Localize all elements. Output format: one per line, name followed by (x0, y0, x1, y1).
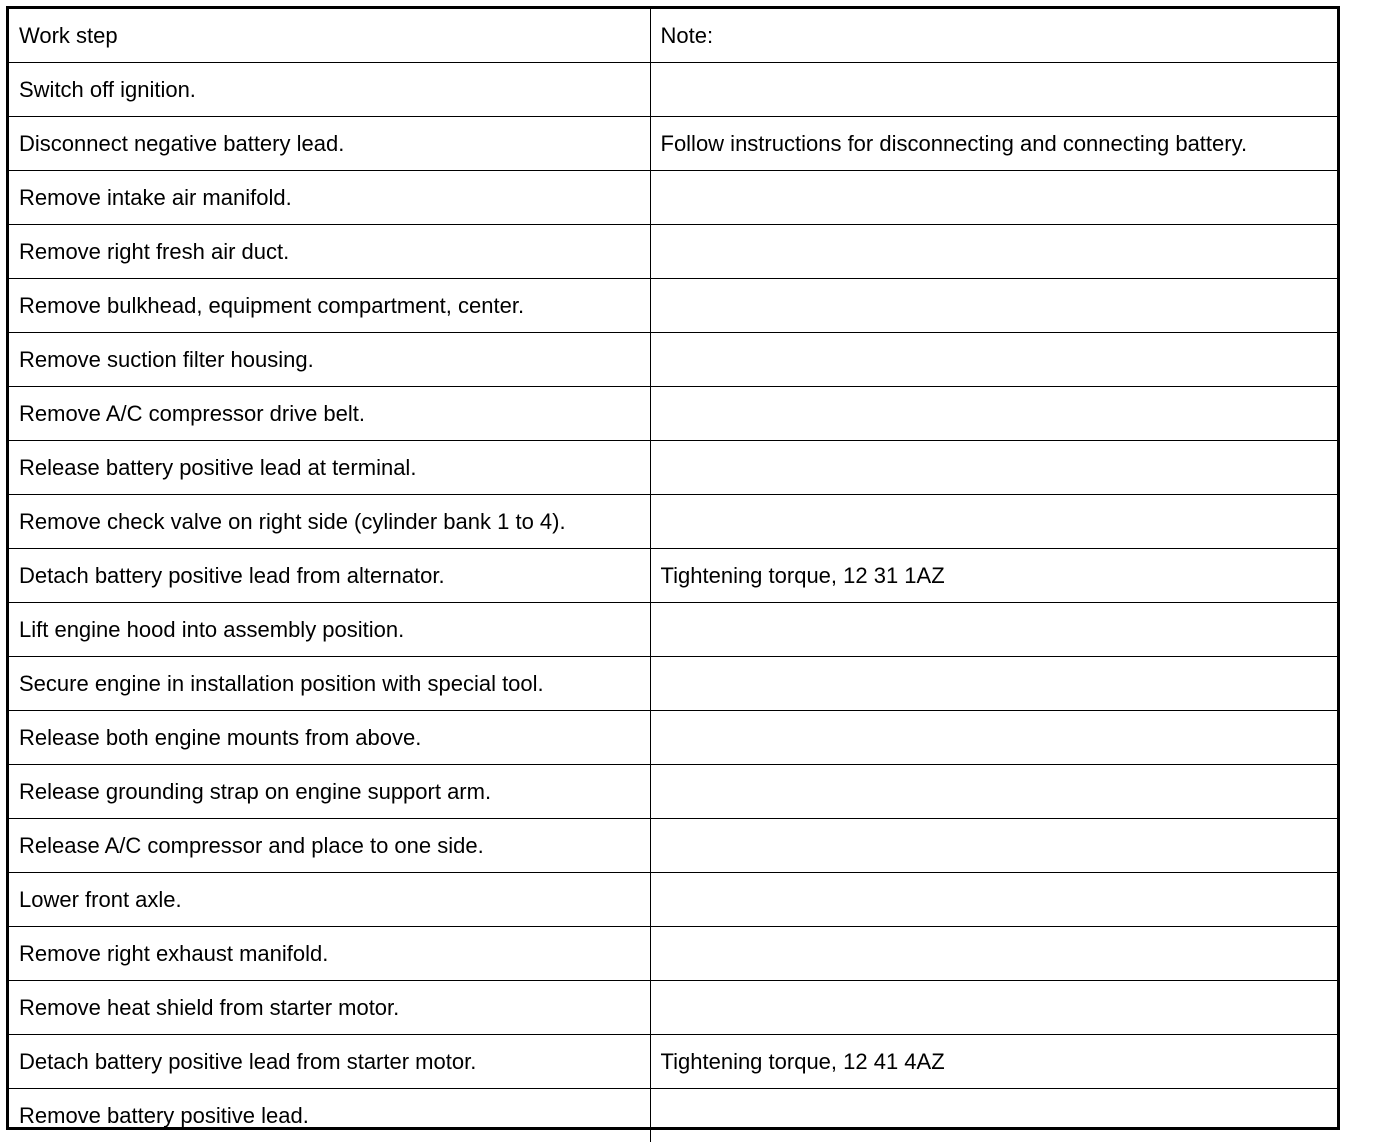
table-row (9, 63, 1337, 117)
work-step-cell: Remove bulkhead, equipment compartment, center. (9, 279, 650, 333)
note-cell (650, 711, 1337, 765)
table-row (9, 171, 1337, 225)
note-cell (650, 171, 1337, 225)
work-step-cell: Release battery positive lead at terminal. (9, 441, 650, 495)
table-row (9, 441, 1337, 495)
work-step-cell: Remove suction filter housing. (9, 333, 650, 387)
work-step-cell: Disconnect negative battery lead. (9, 117, 650, 171)
note-cell (650, 333, 1337, 387)
note-cell: Tightening torque, 12 31 1AZ (650, 549, 1337, 603)
table-row (9, 765, 1337, 819)
work-step-cell: Detach battery positive lead from starter motor. (9, 1035, 650, 1089)
note-cell (650, 603, 1337, 657)
table-row (9, 117, 1337, 171)
note-cell (650, 279, 1337, 333)
note-cell: Tightening torque, 12 41 4AZ (650, 1035, 1337, 1089)
table-row (9, 711, 1337, 765)
note-cell: Follow instructions for disconnecting and connecting battery. (650, 117, 1337, 171)
table-row (9, 333, 1337, 387)
work-step-cell: Remove right exhaust manifold. (9, 927, 650, 981)
note-cell (650, 387, 1337, 441)
table-row (9, 603, 1337, 657)
work-step-cell: Detach battery positive lead from alternator. (9, 549, 650, 603)
table-row (9, 819, 1337, 873)
note-header: Note: (650, 9, 1337, 63)
table-row (9, 279, 1337, 333)
note-cell (650, 927, 1337, 981)
note-cell (650, 495, 1337, 549)
work-step-cell: Remove intake air manifold. (9, 171, 650, 225)
table-row (9, 873, 1337, 927)
work-step-cell: Lift engine hood into assembly position. (9, 603, 650, 657)
note-cell (650, 657, 1337, 711)
work-step-table (9, 9, 1337, 1142)
table-row (9, 927, 1337, 981)
work-step-cell: Release both engine mounts from above. (9, 711, 650, 765)
work-step-cell: Remove check valve on right side (cylinder bank 1 to 4). (9, 495, 650, 549)
work-step-cell: Switch off ignition. (9, 63, 650, 117)
table-row (9, 387, 1337, 441)
note-cell (650, 873, 1337, 927)
table-row (9, 657, 1337, 711)
note-cell (650, 819, 1337, 873)
note-cell (650, 225, 1337, 279)
work-step-cell: Lower front axle. (9, 873, 650, 927)
note-cell (650, 1089, 1337, 1142)
note-cell (650, 765, 1337, 819)
work-step-cell: Release A/C compressor and place to one side. (9, 819, 650, 873)
work-step-cell: Remove battery positive lead. (9, 1089, 650, 1142)
work-step-cell: Remove right fresh air duct. (9, 225, 650, 279)
work-step-cell: Remove heat shield from starter motor. (9, 981, 650, 1035)
table-row (9, 981, 1337, 1035)
table-row (9, 225, 1337, 279)
note-cell (650, 441, 1337, 495)
work-step-cell: Remove A/C compressor drive belt. (9, 387, 650, 441)
table-row (9, 1089, 1337, 1142)
table-row (9, 1035, 1337, 1089)
work-step-cell: Secure engine in installation position with special tool. (9, 657, 650, 711)
work-step-header: Work step (9, 9, 650, 63)
table-row (9, 495, 1337, 549)
table-header-row (9, 9, 1337, 63)
work-step-cell: Release grounding strap on engine support arm. (9, 765, 650, 819)
note-cell (650, 63, 1337, 117)
work-step-table-frame (6, 6, 1340, 1130)
table-row (9, 549, 1337, 603)
note-cell (650, 981, 1337, 1035)
